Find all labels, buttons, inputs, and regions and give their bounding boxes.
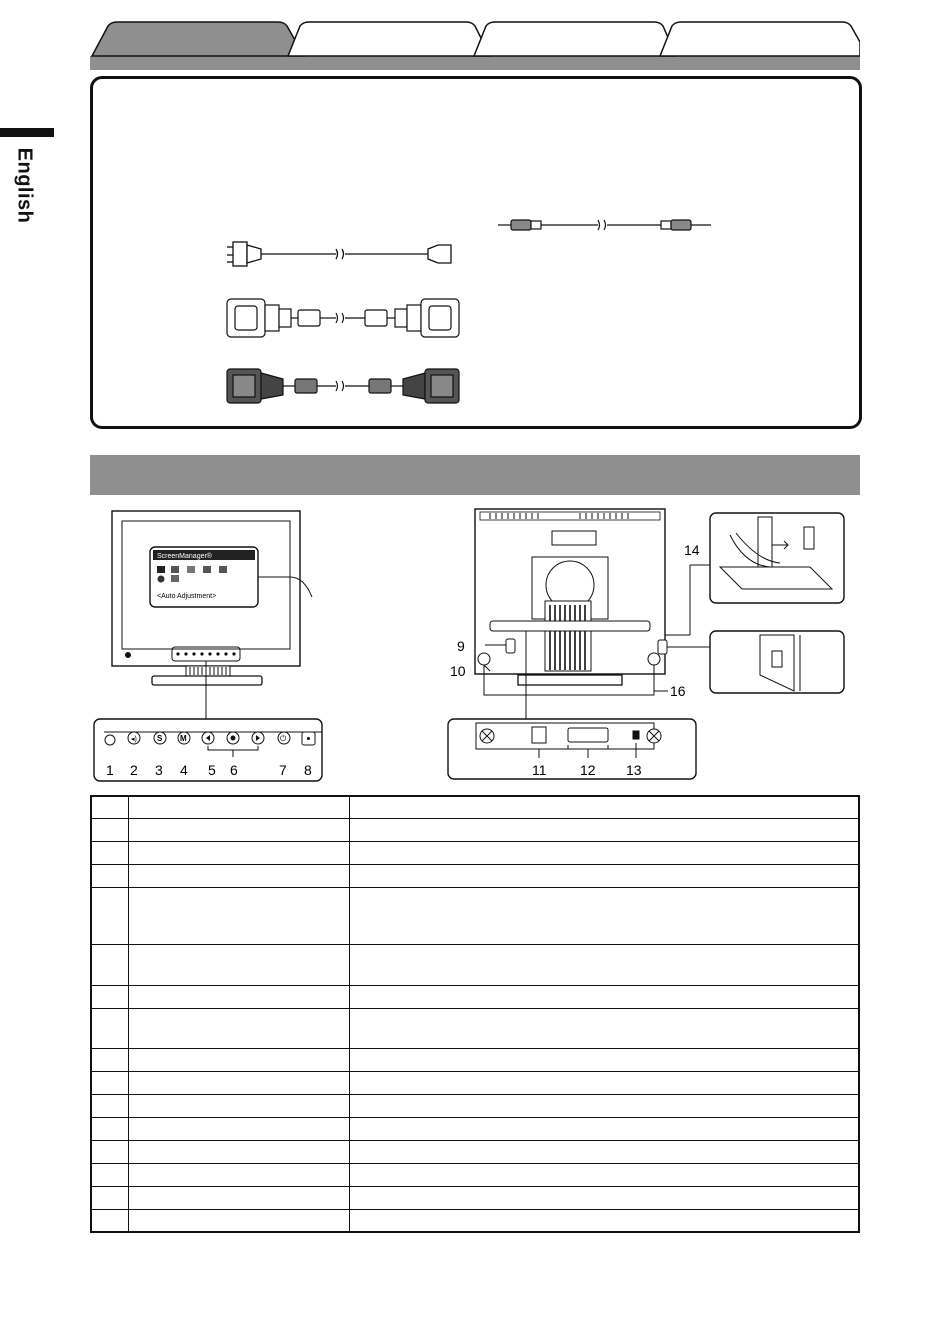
- table-row: [91, 796, 859, 818]
- security-slot: [506, 639, 515, 653]
- label-16: 16: [670, 683, 686, 699]
- table-cell: [91, 1163, 129, 1186]
- table-cell: [350, 1117, 860, 1140]
- table-row: [91, 1117, 859, 1140]
- table-cell: [129, 1163, 350, 1186]
- table-cell: [129, 887, 350, 944]
- table-cell: [129, 864, 350, 887]
- table-cell: [350, 841, 860, 864]
- svg-text:◂): ◂): [131, 736, 137, 743]
- left-arrow-button[interactable]: [202, 732, 214, 744]
- table-cell: [129, 1071, 350, 1094]
- label-2: 2: [130, 762, 138, 778]
- table-cell: [91, 944, 129, 985]
- label-12: 12: [580, 762, 596, 778]
- table-row: [91, 944, 859, 985]
- table-cell: [129, 1140, 350, 1163]
- mode-button[interactable]: [154, 732, 166, 744]
- table-cell: [129, 1209, 350, 1232]
- label-11: 11: [532, 762, 547, 778]
- tab-2[interactable]: [288, 22, 490, 56]
- controls-section-header: [90, 455, 860, 495]
- table-cell: [350, 796, 860, 818]
- package-contents-illustrations: [93, 79, 859, 426]
- package-contents-box: [90, 76, 862, 429]
- input-signal-button[interactable]: [128, 732, 140, 744]
- enter-button[interactable]: [227, 732, 239, 744]
- label-5: 5: [208, 762, 216, 778]
- main-power-switch: [658, 640, 667, 654]
- tab-4[interactable]: [660, 22, 860, 56]
- table-row: [91, 1163, 859, 1186]
- table-cell: [350, 1048, 860, 1071]
- power-button[interactable]: [278, 732, 290, 744]
- table-cell: [129, 796, 350, 818]
- label-13: 13: [626, 762, 642, 778]
- table-row: [91, 1048, 859, 1071]
- table-row: [91, 1140, 859, 1163]
- dsub-cable-illustration: [227, 369, 459, 403]
- table-cell: [91, 841, 129, 864]
- table-row: [91, 1008, 859, 1048]
- label-3: 3: [155, 762, 163, 778]
- language-tab[interactable]: [0, 128, 54, 224]
- stand-base: [152, 676, 262, 685]
- table-row: [91, 985, 859, 1008]
- svg-text:M: M: [180, 734, 187, 743]
- dvi-cable-illustration: [227, 299, 459, 337]
- language-tab-bar: [0, 128, 54, 137]
- table-cell: [129, 1117, 350, 1140]
- osd-title: ScreenManager®: [157, 553, 212, 560]
- table-cell: [91, 1008, 129, 1048]
- table-cell: [91, 1117, 129, 1140]
- rear-logo-plate: [552, 531, 596, 545]
- table-row: [91, 1094, 859, 1117]
- label-1: 1: [106, 762, 114, 778]
- sensor-icon: [105, 735, 115, 745]
- table-cell: [91, 1048, 129, 1071]
- port-panel: [476, 723, 654, 749]
- table-cell: [91, 1209, 129, 1232]
- table-cell: [129, 818, 350, 841]
- table-cell: [350, 1209, 860, 1232]
- table-cell: [129, 1094, 350, 1117]
- stand-column: [545, 601, 591, 671]
- table-cell: [129, 841, 350, 864]
- table-cell: [350, 1163, 860, 1186]
- parts-table-body: [91, 796, 859, 1232]
- table-cell: [91, 1094, 129, 1117]
- table-row: [91, 841, 859, 864]
- table-cell: [129, 985, 350, 1008]
- power-indicator-icon: [302, 732, 315, 745]
- table-row: [91, 1186, 859, 1209]
- table-cell: [91, 985, 129, 1008]
- svg-text:S: S: [157, 734, 163, 743]
- table-cell: [129, 1186, 350, 1209]
- tab-strip: [90, 56, 860, 70]
- table-cell: [129, 1048, 350, 1071]
- language-label: English: [13, 147, 36, 224]
- label-14: 14: [684, 542, 700, 558]
- table-cell: [91, 1071, 129, 1094]
- table-cell: [350, 985, 860, 1008]
- table-cell: [350, 1186, 860, 1209]
- label-4: 4: [180, 762, 188, 778]
- table-row: [91, 887, 859, 944]
- rear-top-vent: [480, 512, 660, 520]
- label-10: 10: [450, 663, 466, 679]
- table-cell: [91, 818, 129, 841]
- monitor-front-diagram: [90, 505, 435, 783]
- table-cell: [91, 1186, 129, 1209]
- table-cell: [350, 887, 860, 944]
- audio-connector: [648, 653, 660, 665]
- table-row: [91, 864, 859, 887]
- table-cell: [91, 1140, 129, 1163]
- table-cell: [129, 1008, 350, 1048]
- audio-cable-illustration: [498, 220, 711, 230]
- monitor-rear-diagram: [440, 505, 855, 783]
- table-cell: [350, 1094, 860, 1117]
- rear-bottom-bar: [490, 621, 650, 631]
- right-arrow-button[interactable]: [252, 732, 264, 744]
- tab-3[interactable]: [474, 22, 676, 56]
- table-cell: [350, 944, 860, 985]
- table-row: [91, 1071, 859, 1094]
- menu-button[interactable]: [178, 732, 190, 744]
- table-cell: [350, 1140, 860, 1163]
- table-cell: [91, 887, 129, 944]
- parts-table: [90, 795, 860, 1233]
- table-cell: [91, 796, 129, 818]
- chapter-tabs: [90, 18, 860, 74]
- stand-base-rear: [518, 675, 622, 685]
- table-cell: [350, 1071, 860, 1094]
- osd-footer: <Auto Adjustment>: [157, 593, 217, 600]
- label-9: 9: [457, 638, 465, 654]
- power-cord-illustration: [227, 242, 451, 266]
- table-row: [91, 818, 859, 841]
- table-row: [91, 1209, 859, 1232]
- front-button-numbers: [106, 762, 312, 778]
- stand-neck: [186, 666, 230, 676]
- tab-1[interactable]: [92, 22, 304, 56]
- eizo-logo: [125, 652, 131, 658]
- table-cell: [350, 1008, 860, 1048]
- table-cell: [129, 944, 350, 985]
- power-connector: [478, 653, 490, 665]
- svg-text:⏻: ⏻: [280, 734, 287, 743]
- table-cell: [350, 864, 860, 887]
- table-cell: [350, 818, 860, 841]
- label-8: 8: [304, 762, 312, 778]
- table-cell: [91, 864, 129, 887]
- label-7: 7: [279, 762, 287, 778]
- label-6: 6: [230, 762, 238, 778]
